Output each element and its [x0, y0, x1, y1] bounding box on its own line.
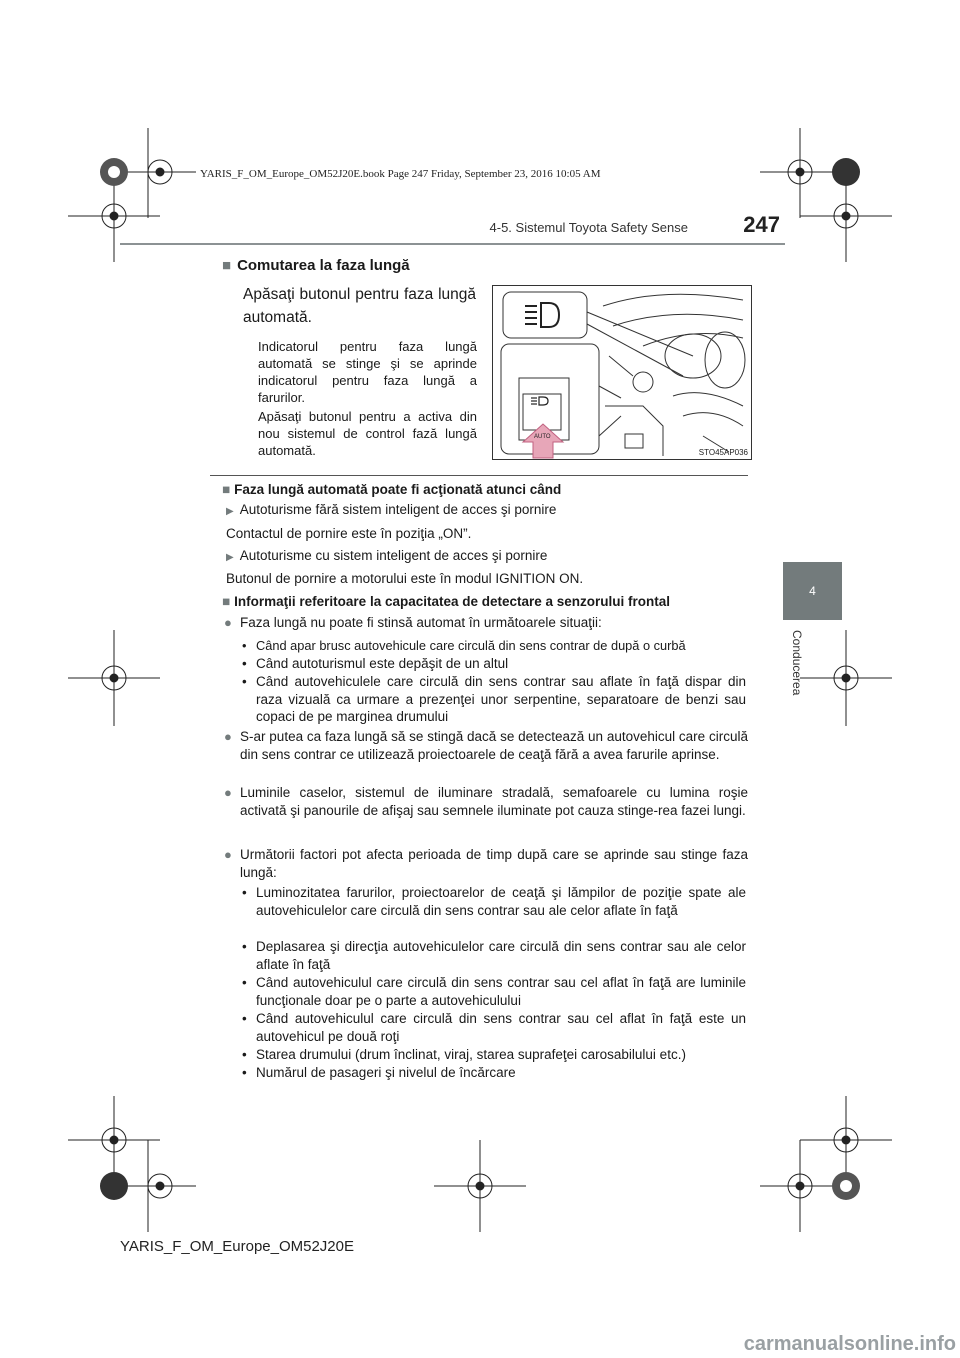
bullet-2 [224, 728, 748, 764]
bullet-1-sub-3: • Când autovehiculele care circulă din sens contrar sau aflate în faţă dispar din raza vizuală ca urmare a prezenţei unor serpentine, separatoare de benzi sau copaci de pe marginea drumului [242, 674, 746, 724]
watermark: carmanualsonline.info [743, 1333, 956, 1355]
bullet-4-text: Următorii factori pot afecta perioada de timp după care se aprinde sau stinge faza lungă: [240, 847, 748, 880]
dashboard-figure [492, 285, 752, 460]
bullet-4-sub-2-text: Deplasarea şi direcţia autovehiculelor care circulă din sens contrar sau ale celor aflate în faţă [256, 939, 746, 972]
bullet-4-sub-4-text: Când autovehiculul care circulă din sens contrar sau cel aflat în faţă este un autovehicul pe două roţi [256, 1011, 746, 1044]
dashboard-illustration [493, 286, 751, 459]
triangle-bullet-icon: ▶ [226, 506, 234, 517]
square-bullet-icon: ■ [222, 482, 231, 497]
block2-heading [222, 594, 670, 609]
bullet-3-text: Luminile caselor, sistemul de iluminare stradală, semafoarele cu lumina roşie activată şi panourile de afişaj sau semnele iluminate pot cauza stinge-rea fazei lungi. [240, 785, 748, 818]
circle-bullet-icon: ● [224, 785, 232, 800]
bullet-1-sub-1: • Când apar brusc autovehicule care circulă din sens contrar de după o curbă [242, 638, 686, 653]
page-number: 247 [743, 212, 780, 237]
bullet-2-text: S-ar putea ca faza lungă să se stingă dacă se detectează un autovehicul care circulă din sens contrar ce utilizează proiectoarele de ceaţă fără a avea farurile aprinse. [240, 729, 748, 762]
chapter-tab [783, 562, 842, 620]
figure-code: STO45AP036 [698, 448, 748, 457]
section-heading-text: Comutarea la faza lungă [237, 257, 410, 274]
circle-bullet-icon: ● [224, 729, 232, 744]
bullet-1 [224, 614, 748, 632]
header-rule [120, 243, 785, 245]
circle-bullet-icon: ● [224, 615, 232, 630]
bullet-4-sub-1-text: Luminozitatea farurilor, proiectoarelor de ceaţă şi lămpilor de poziţie spate ale autovehiculelor care circulă din sens contrar sau ale celor aflate în faţă [256, 885, 746, 918]
bullet-3 [224, 784, 748, 820]
arrow-item-2-text: Autoturisme cu sistem inteligent de acces şi pornire [239, 548, 548, 563]
bullet-4 [224, 846, 748, 882]
block1-heading [222, 482, 561, 497]
footer-code: YARIS_F_OM_Europe_OM52J20E [120, 1238, 355, 1255]
bullet-1-sub-2: • Când autoturismul este depăşit de un altul [242, 656, 509, 671]
bullet-1-text: Faza lungă nu poate fi stinsă automat în următoarele situaţii: [240, 615, 602, 630]
running-header: 4-5. Sistemul Toyota Safety Sense [489, 220, 688, 235]
bullet-4-sub-3-text: Când autovehiculul care circulă din sens contrar sau cel aflat în faţă are luminile funcţionale doar pe o parte a autovehiculului [256, 975, 746, 1008]
note-2: Apăsaţi butonul pentru a activa din nou sistemul de control fază lungă automată. [258, 409, 477, 458]
bullet-4-sub-6: • Numărul de pasageri şi nivelul de încărcare [242, 1065, 516, 1080]
arrow-item-1-text: Autoturisme fără sistem inteligent de acces şi pornire [239, 502, 557, 517]
bullet-4-sub-6-text: Numărul de pasageri şi nivelul de încărcare [256, 1065, 516, 1080]
separator-rule [210, 475, 748, 476]
bullet-4-sub-4: • Când autovehiculul care circulă din sens contrar sau cel aflat în faţă este un autovehicul pe două roţi [242, 1011, 746, 1044]
plain-text-1: Contactul de pornire este în poziţia „ON”. [226, 526, 472, 541]
chapter-number: 4 [809, 584, 816, 598]
section-heading [222, 257, 410, 274]
square-bullet-icon: ■ [222, 594, 231, 609]
figure-button-label: AUTO [534, 434, 551, 440]
bullet-1-sub-2-text: Când autoturismul este depăşit de un altul [256, 656, 509, 671]
bullet-4-sub-2: • Deplasarea şi direcţia autovehiculelor care circulă din sens contrar sau ale celor aflate în faţă [242, 939, 746, 972]
chapter-label: Conducerea [790, 630, 804, 696]
plain-text-2: Butonul de pornire a motorului este în modul IGNITION ON. [226, 571, 584, 586]
bullet-4-sub-5: • Starea drumului (drum înclinat, viraj, starea suprafeţei carosabilului etc.) [242, 1047, 686, 1062]
bullet-1-sub-1-text: Când apar brusc autovehicule care circulă din sens contrar de după o curbă [256, 638, 686, 653]
block1-heading-text: Faza lungă automată poate fi acţionată atunci când [234, 482, 562, 497]
instruction-text: Apăsaţi butonul pentru faza lungă automată. [243, 286, 476, 326]
bullet-1-sub-3-text: Când autovehiculele care circulă din sens contrar sau aflate în faţă dispar din raza vizuală ca urmare a prezenţei unor serpentine, separatoare de benzi sau copaci de pe marginea drumului [256, 674, 746, 724]
circle-bullet-icon: ● [224, 847, 232, 862]
arrow-item-1 [226, 502, 556, 517]
bullet-4-sub-3: • Când autovehiculul care circulă din sens contrar sau cel aflat în faţă are luminile funcţionale doar pe o parte a autovehiculului [242, 975, 746, 1008]
triangle-bullet-icon: ▶ [226, 552, 234, 563]
bullet-4-sub-1: • Luminozitatea farurilor, proiectoarelor de ceaţă şi lămpilor de poziţie spate ale autovehiculelor care circulă din sens contrar sau ale celor aflate în faţă [242, 885, 746, 918]
note-1: Indicatorul pentru faza lungă automată se stinge şi se aprinde indicatorul pentru faza lungă a farurilor. [258, 339, 477, 405]
arrow-item-2 [226, 548, 547, 563]
square-bullet-icon: ■ [222, 257, 232, 274]
bullet-4-sub-5-text: Starea drumului (drum înclinat, viraj, starea suprafeţei carosabilului etc.) [256, 1047, 686, 1062]
book-file-header: YARIS_F_OM_Europe_OM52J20E.book Page 247 Friday, September 23, 2016 10:05 AM [200, 168, 601, 180]
block2-heading-text: Informaţii referitoare la capacitatea de detectare a senzorului frontal [234, 594, 671, 609]
